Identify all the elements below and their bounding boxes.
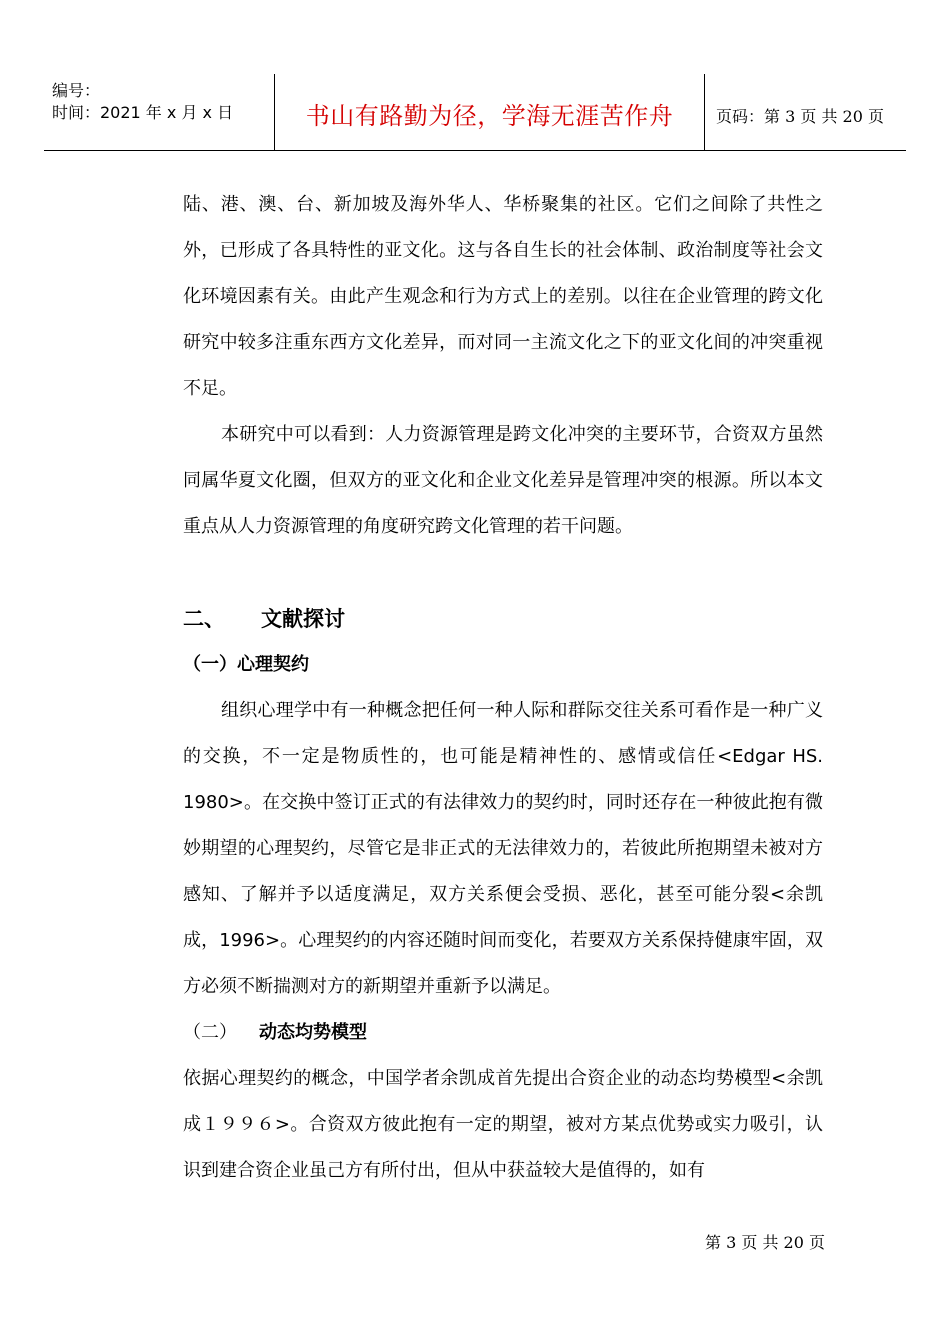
spacer bbox=[183, 550, 823, 596]
section-number: 二、 bbox=[183, 607, 225, 631]
paragraph: 依据心理契约的概念，中国学者余凯成首先提出合资企业的动态均势模型<余凯成１９９６>。合资双方彼此抱有一定的期望，被对方某点优势或实力吸引，认识到建合资企业虽己方有所付出，但从中获益较大是值得的，如有 bbox=[183, 1068, 823, 1181]
section-title: 文献探讨 bbox=[261, 607, 345, 631]
paragraph: 组织心理学中有一种概念把任何一种人际和群际交往关系可看作是一种广义的交换，不一定是物质性的，也可能是精神性的、感情或信任<Edgar HS. 1980>。在交换中签订正式的有法律效力的契约时，同时还存在一种彼此抱有微妙期望的心理契约，尽管它是非正式的无法律效力的，若彼此所抱期望未被对方感知、了解并予以适度满足，双方关系便会受损、恶化，甚至可能分裂<余凯成，1996>。心理契约的内容还随时间而变化，若要双方关系保持健康牢固，双方必须不断揣测对方的新期望并重新予以满足。 bbox=[183, 700, 823, 997]
time-label: 时间：2021 年 x 月 x 日 bbox=[52, 103, 234, 122]
paragraph: 本研究中可以看到：人力资源管理是跨文化冲突的主要环节，合资双方虽然同属华夏文化圈，但双方的亚文化和企业文化差异是管理冲突的根源。所以本文重点从人力资源管理的角度研究跨文化管理的若干问题。 bbox=[183, 424, 823, 537]
header-meta bbox=[52, 80, 277, 124]
subsection-heading: （一）心理契约 bbox=[183, 654, 309, 675]
page-header bbox=[44, 74, 906, 151]
subsection-heading bbox=[183, 1010, 823, 1056]
paragraph: 陆、港、澳、台、新加坡及海外华人、华桥聚集的社区。它们之间除了共性之外，已形成了各具特性的亚文化。这与各自生长的社会体制、政治制度等社会文化环境因素有关。由此产生观念和行为方式上的差别。以往在企业管理的跨文化研究中较多注重东西方文化差异，而对同一主流文化之下的亚文化间的冲突重视不足。 bbox=[183, 194, 823, 399]
page-footer: 第 3 页 共 20 页 bbox=[705, 1233, 825, 1252]
header-page-info: 页码：第 3 页 共 20 页 bbox=[716, 107, 884, 126]
document-body bbox=[183, 182, 823, 1194]
number-label: 编号： bbox=[52, 81, 101, 100]
subsection-number: （二） bbox=[183, 1022, 237, 1043]
header-motto: 书山有路勤为径，学海无涯苦作舟 bbox=[305, 102, 674, 130]
subsection-title: 动态均势模型 bbox=[259, 1022, 367, 1043]
header-divider bbox=[704, 74, 705, 150]
section-heading bbox=[183, 596, 823, 642]
